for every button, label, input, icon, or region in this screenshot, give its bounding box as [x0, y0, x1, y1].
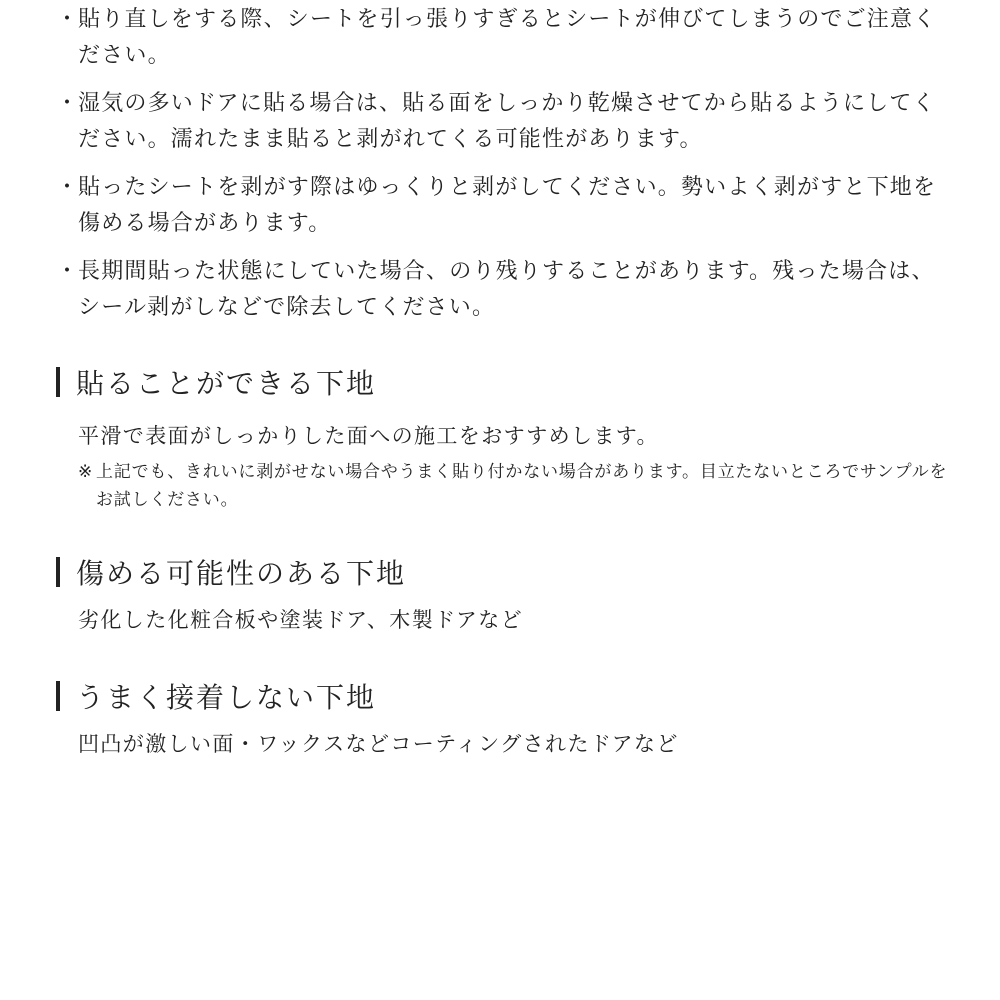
- section-heading: [56, 676, 956, 716]
- caution-text: 貼り直しをする際、シートを引っ張りすぎるとシートが伸びてしまうのでご注意ください。: [78, 7, 937, 68]
- bullet-icon: ・: [56, 91, 80, 116]
- section-note-text: 上記でも、きれいに剥がせない場合やうまく貼り付かない場合があります。目立たないところでサンプルをお試しください。: [96, 462, 948, 510]
- heading-bar: [56, 367, 60, 397]
- section-note: [56, 458, 956, 514]
- caution-item: [56, 86, 956, 158]
- caution-text: 貼ったシートを剥がす際はゆっくりと剥がしてください。勢いよく剥がすと下地を傷める場合があります。: [78, 175, 937, 236]
- caution-text: 長期間貼った状態にしていた場合、のり残りすることがあります。残った場合は、シール剥がしなどで除去してください。: [78, 259, 935, 320]
- bullet-icon: ・: [56, 259, 80, 284]
- section-body: 平滑で表面がしっかりした面への施工をおすすめします。: [78, 424, 659, 448]
- section-title: 傷める可能性のある下地: [76, 557, 407, 590]
- section-suitable-surfaces: [56, 362, 956, 514]
- section-title: うまく接着しない下地: [76, 681, 377, 714]
- caution-item: [56, 170, 956, 242]
- section-body: 劣化した化粧合板や塗装ドア、木製ドアなど: [78, 608, 524, 632]
- caution-item: [56, 2, 956, 74]
- caution-text: 湿気の多いドアに貼る場合は、貼る面をしっかり乾燥させてから貼るようにしてください。濡れたまま貼ると剥がれてくる可能性があります。: [78, 91, 936, 152]
- caution-list: [56, 2, 956, 338]
- section-body: 凹凸が激しい面・ワックスなどコーティングされたドアなど: [78, 732, 679, 756]
- heading-bar: [56, 557, 60, 587]
- bullet-icon: ・: [56, 175, 80, 200]
- section-heading: [56, 552, 956, 592]
- section-damageable-surfaces: [56, 552, 956, 636]
- section-non-adhesive-surfaces: [56, 676, 956, 760]
- section-title: 貼ることができる下地: [76, 367, 377, 400]
- bullet-icon: ・: [56, 7, 80, 32]
- section-heading: [56, 362, 956, 402]
- reference-mark-icon: ※: [78, 462, 94, 482]
- heading-bar: [56, 681, 60, 711]
- caution-item: [56, 254, 956, 326]
